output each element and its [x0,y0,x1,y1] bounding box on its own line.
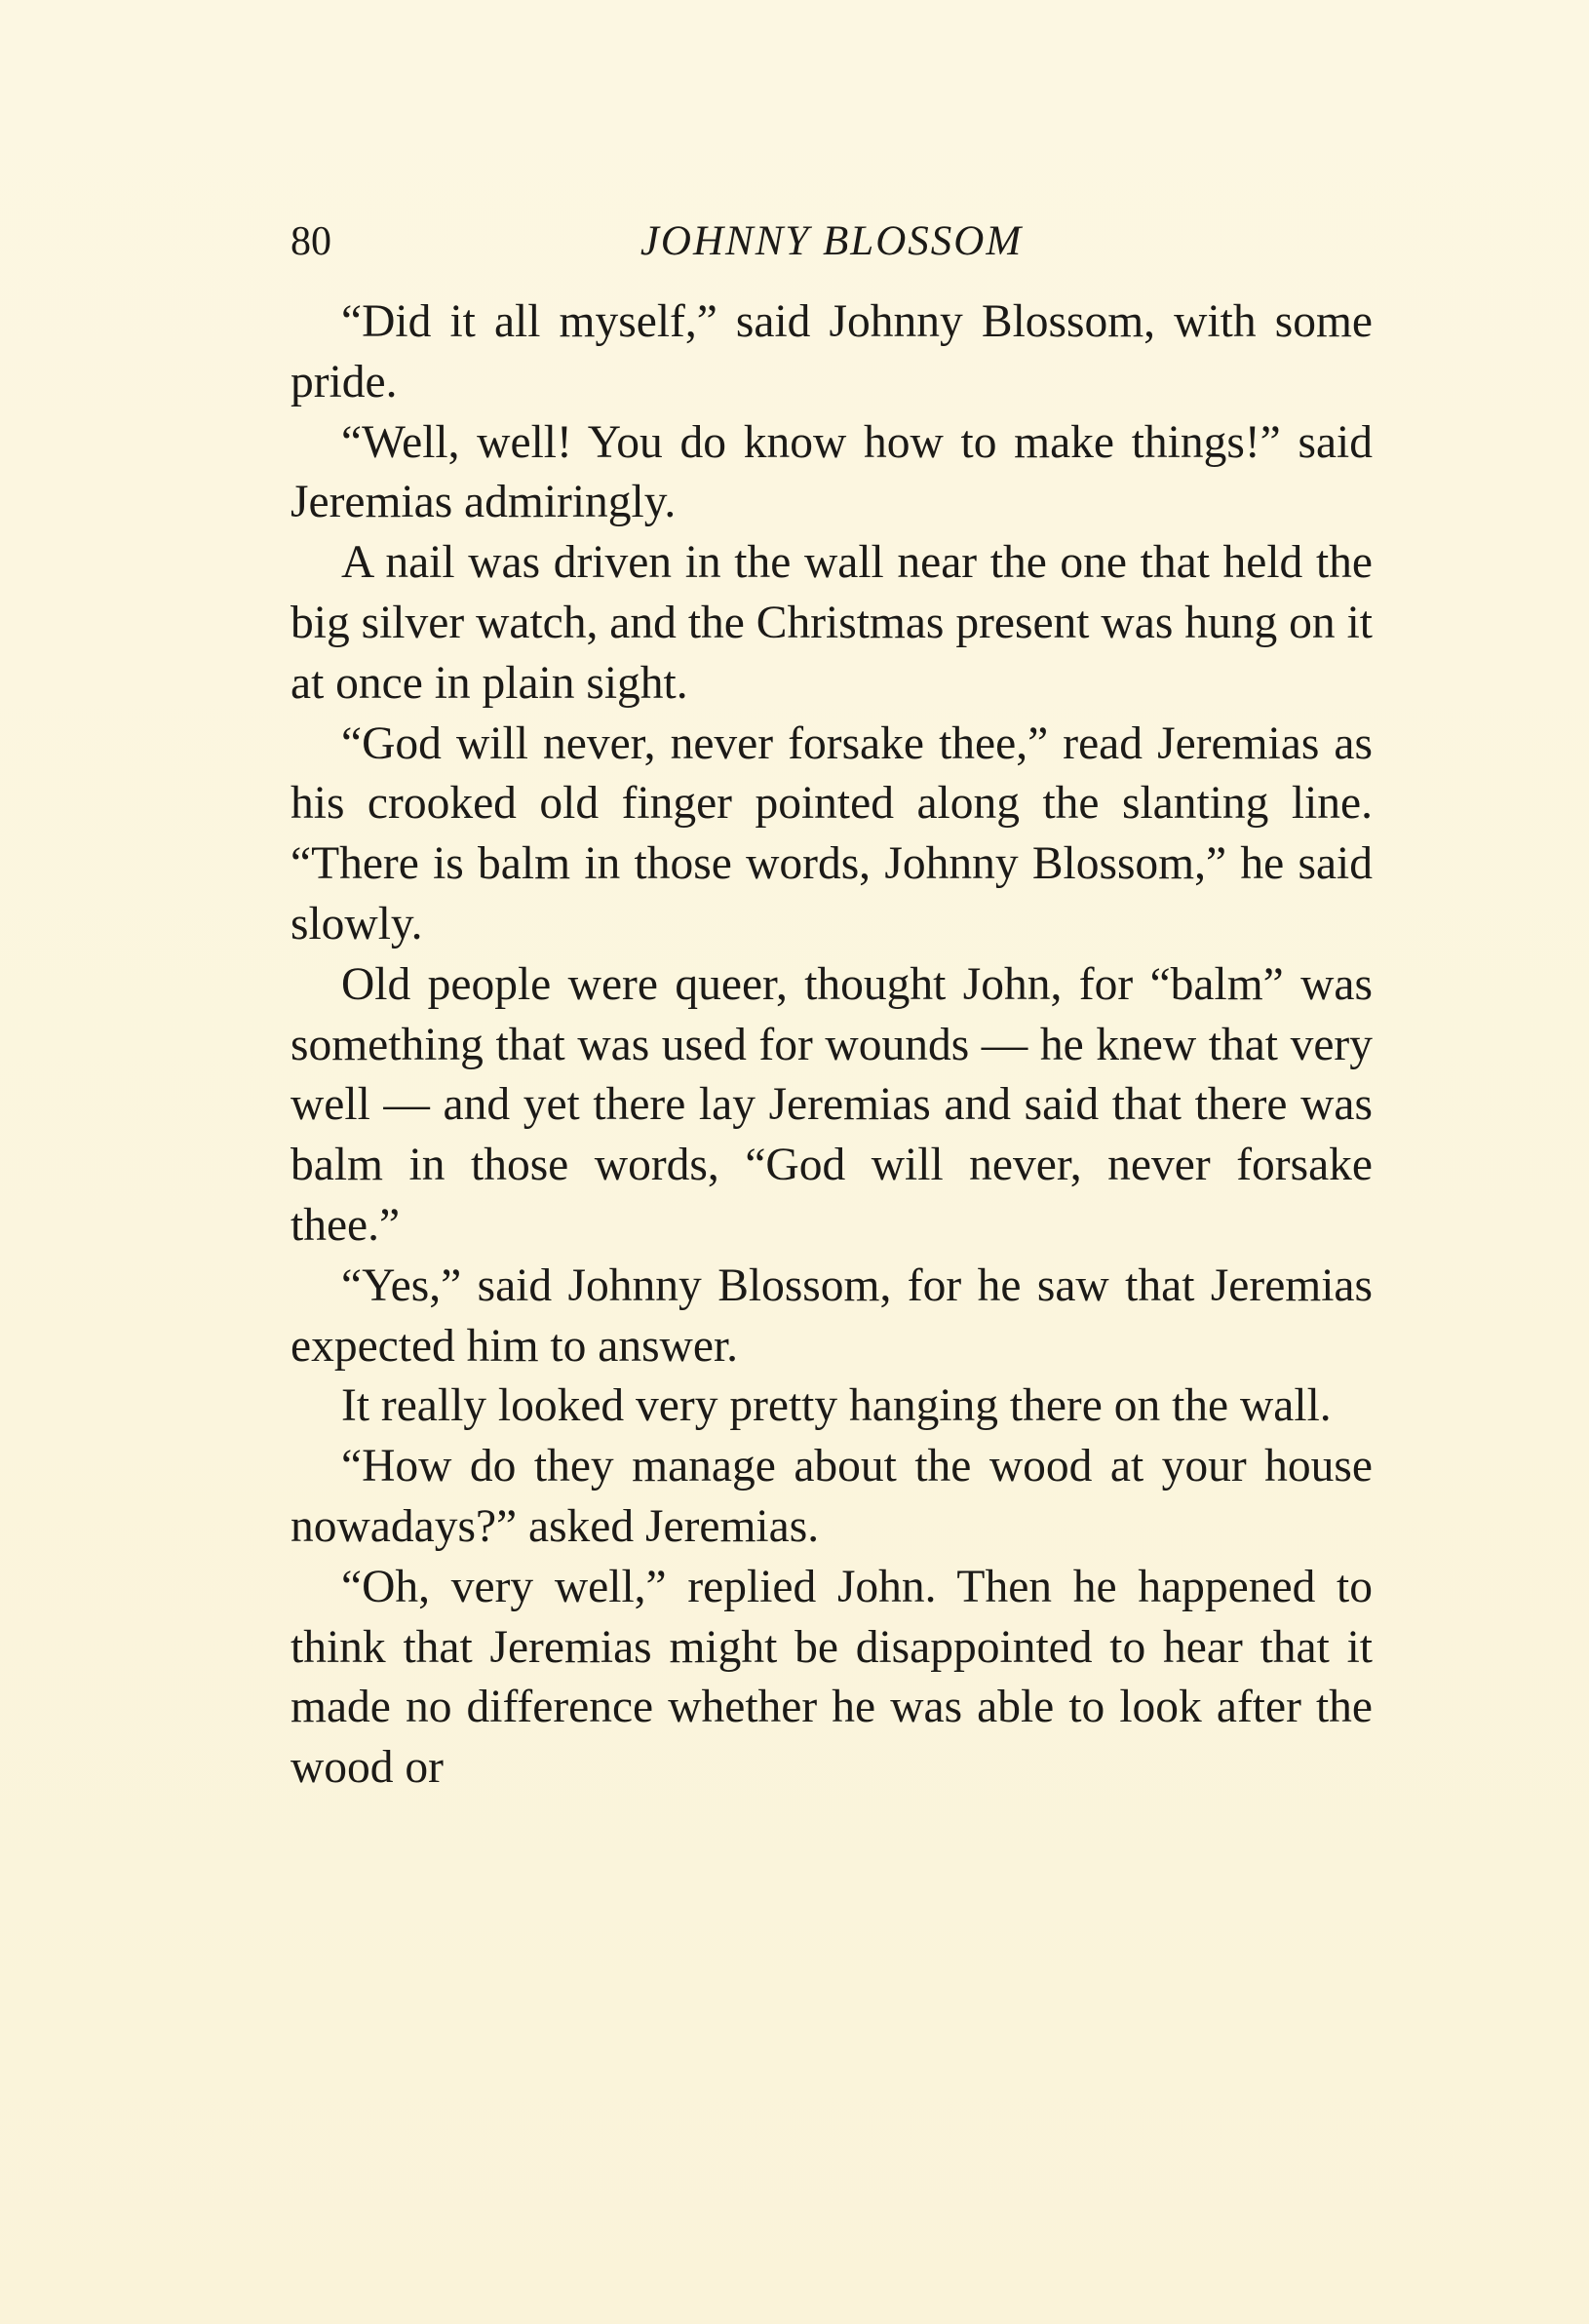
paragraph-5: Old people were queer, thought John, for “balm” was something that was used for wounds — he knew that very well — and yet there lay Jeremias and said that there was balm in those words, “God will never, never forsake thee.” [291,958,1373,1251]
paragraph-4: “God will never, never forsake thee,” read Jeremias as his crooked old finger pointed along the slanting line. “There is balm in those words, Johnny Blossom,” he said slowly. [291,717,1373,949]
body-text [291,292,1373,1799]
paragraph-7: It really looked very pretty hanging there on the wall. [341,1380,1332,1432]
page-number: 80 [291,219,331,264]
paragraph-9: “Oh, very well,” replied John. Then he happened to think that Jeremias might be disappointed to hear that it made no difference whether he was able to look after the wood or [291,1561,1373,1794]
paragraph-1: “Did it all myself,” said Johnny Blossom, with some pride. [291,296,1373,407]
book-title: JOHNNY BLOSSOM [639,218,1024,264]
paragraph-8: “How do they manage about the wood at your house nowadays?” asked Jeremias. [291,1441,1373,1552]
paragraph-2: “Well, well! You do know how to make things!” said Jeremias admiringly. [291,416,1373,528]
running-head [291,213,1373,271]
paragraph-3: A nail was driven in the wall near the one that held the big silver watch, and the Christmas present was hung on it at once in plain sight. [291,537,1373,709]
paragraph-6: “Yes,” said Johnny Blossom, for he saw that Jeremias expected him to answer. [291,1259,1373,1372]
